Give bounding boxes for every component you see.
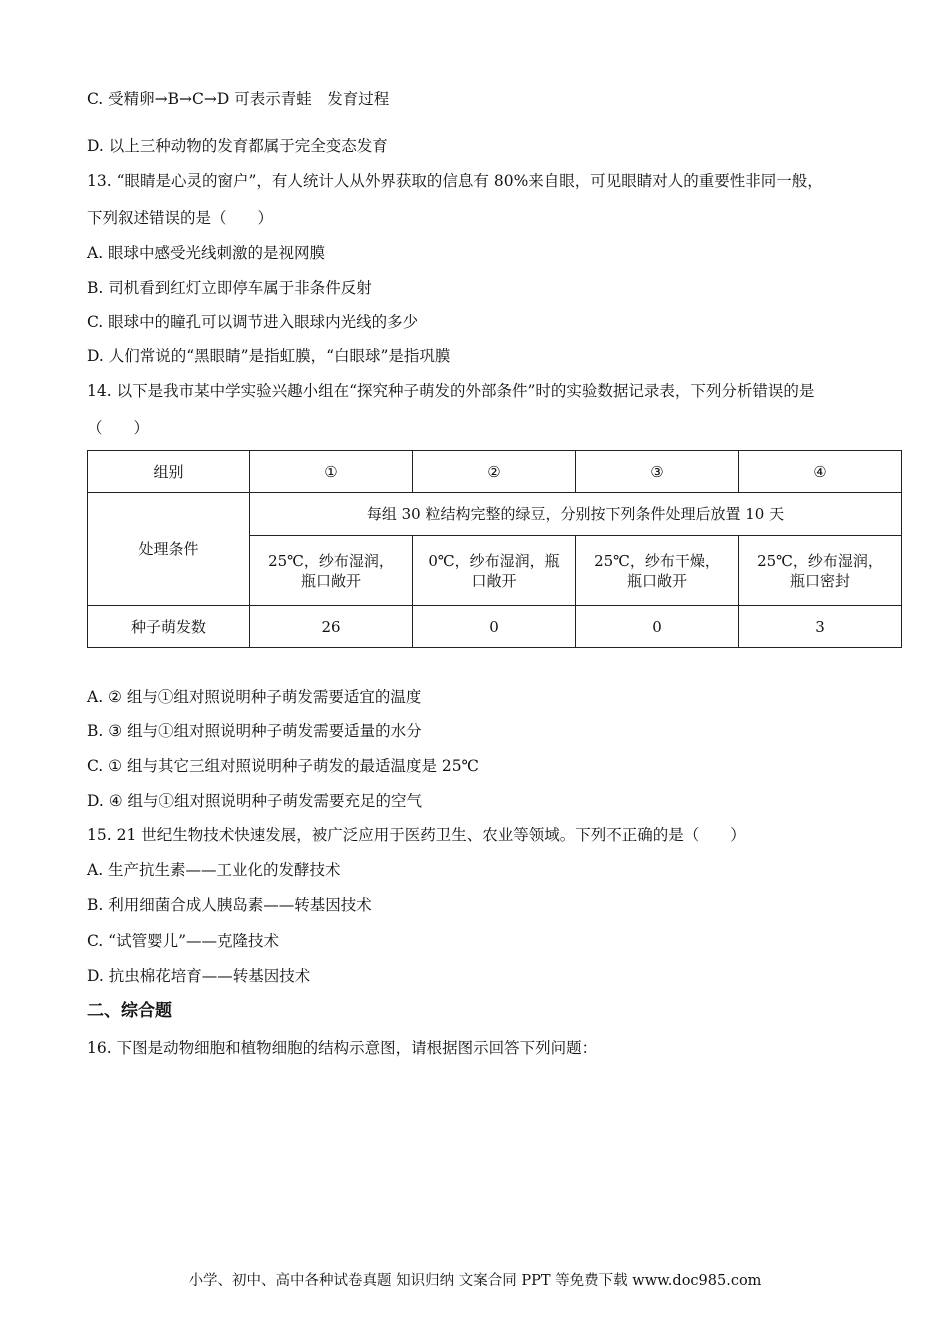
q12-option-d: D. 以上三种动物的发育都属于完全变态发育: [87, 137, 388, 155]
q15-option-c: C. “试管婴儿”——克隆技术: [87, 932, 280, 950]
table-row-counts: [88, 606, 902, 648]
count-cell-4: 3: [739, 606, 902, 648]
q13-option-b: B. 司机看到红灯立即停车属于非条件反射: [87, 279, 372, 297]
q14-stem-line2: （ ）: [87, 419, 150, 437]
section-title: 二、综合题: [87, 1001, 172, 1021]
q15-option-a: A. 生产抗生素——工业化的发酵技术: [87, 861, 341, 879]
q12-option-c: C. 受精卵→B→C→D 可表示青蛙 发育过程: [87, 90, 390, 108]
condition-3-line1: 25℃，纱布干燥，: [594, 551, 720, 570]
count-cell-3: 0: [576, 606, 739, 648]
group-label-cell: 组别: [88, 451, 250, 493]
count-cell-2: 0: [413, 606, 576, 648]
condition-common-cell: 每组 30 粒结构完整的绿豆，分别按下列条件处理后放置 10 天: [250, 493, 902, 536]
condition-cell-4: [739, 536, 902, 606]
q14-stem-line1: 14. 以下是我市某中学实验兴趣小组在“探究种子萌发的外部条件”时的实验数据记录表，下列分析错误的是: [87, 382, 815, 400]
table-row-groups: [88, 451, 902, 493]
group-cell-4: ④: [739, 451, 902, 493]
group-cell-1: ①: [250, 451, 413, 493]
condition-2-line1: 0℃，纱布湿润，瓶: [428, 551, 560, 570]
condition-3-line2: 瓶口敞开: [626, 571, 687, 590]
condition-1-line1: 25℃，纱布湿润，: [268, 551, 394, 570]
q14-option-c: C. ① 组与其它三组对照说明种子萌发的最适温度是 25℃: [87, 757, 479, 775]
count-label-cell: 种子萌发数: [88, 606, 250, 648]
q13-option-d: D. 人们常说的“黑眼睛”是指虹膜，“白眼球”是指巩膜: [87, 347, 451, 365]
condition-cell-3: [576, 536, 739, 606]
condition-cell-2: [413, 536, 576, 606]
q14-option-a: A. ② 组与①组对照说明种子萌发需要适宜的温度: [87, 688, 422, 706]
table-row-condition-common: [88, 493, 902, 536]
condition-4-line2: 瓶口密封: [789, 571, 850, 590]
q14-option-b: B. ③ 组与①组对照说明种子萌发需要适量的水分: [87, 722, 422, 740]
q15-stem: 15. 21 世纪生物技术快速发展，被广泛应用于医药卫生、农业等领域。下列不正确的是（ ）: [87, 826, 746, 844]
count-cell-1: 26: [250, 606, 413, 648]
q13-option-c: C. 眼球中的瞳孔可以调节进入眼球内光线的多少: [87, 313, 419, 331]
q16-stem: 16. 下图是动物细胞和植物细胞的结构示意图，请根据图示回答下列问题：: [87, 1039, 598, 1057]
condition-cell-1: [250, 536, 413, 606]
q15-option-d: D. 抗虫棉花培育——转基因技术: [87, 967, 311, 985]
q13-stem-line1: 13. “眼睛是心灵的窗户”，有人统计人从外界获取的信息有 80%来自眼，可见眼睛对人的重要性非同一般，: [87, 172, 823, 190]
condition-1-line2: 瓶口敞开: [300, 571, 361, 590]
q13-option-a: A. 眼球中感受光线刺激的是视网膜: [87, 244, 326, 262]
condition-4-line1: 25℃，纱布湿润，: [757, 551, 883, 570]
group-cell-3: ③: [576, 451, 739, 493]
experiment-table: [87, 450, 902, 648]
condition-2-line2: 口敞开: [471, 571, 517, 590]
q14-option-d: D. ④ 组与①组对照说明种子萌发需要充足的空气: [87, 792, 423, 810]
group-cell-2: ②: [413, 451, 576, 493]
page-footer: 小学、初中、高中各种试卷真题 知识归纳 文案合同 PPT 等免费下载 www.doc985.com: [188, 1273, 762, 1289]
q13-stem-line2: 下列叙述错误的是（ ）: [87, 209, 274, 227]
condition-label-cell: 处理条件: [88, 493, 250, 606]
q15-option-b: B. 利用细菌合成人胰岛素——转基因技术: [87, 896, 372, 914]
